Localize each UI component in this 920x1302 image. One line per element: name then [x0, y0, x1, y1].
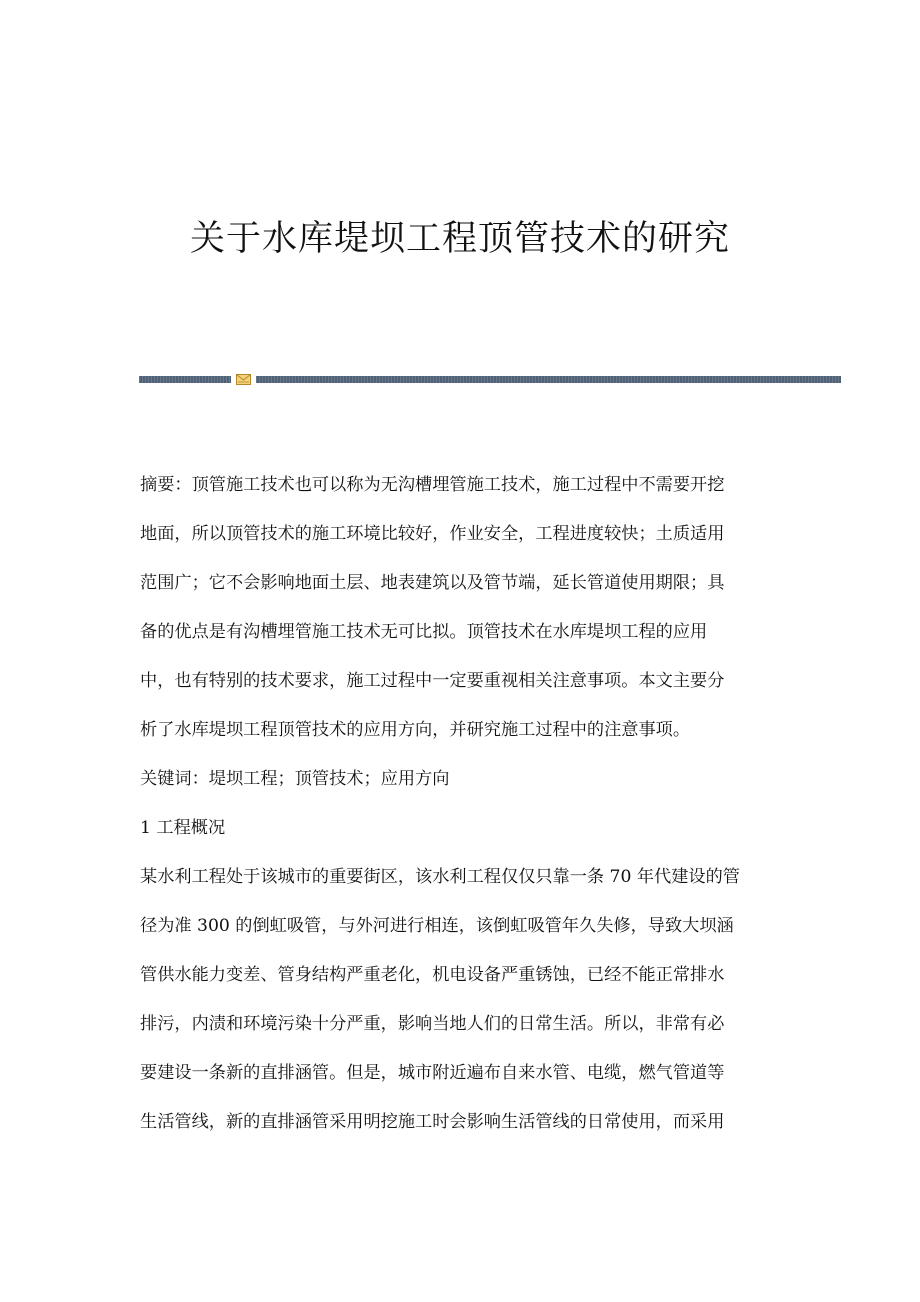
keywords: 关键词：堤坝工程；顶管技术；应用方向 — [140, 769, 450, 789]
body-line: 管供水能力变差、管身结构严重老化，机电设备严重锈蚀，已经不能正常排水 — [140, 965, 725, 985]
body-line: 某水利工程处于该城市的重要街区，该水利工程仅仅只靠一条 70 年代建设的管 — [140, 867, 740, 887]
section-heading: 1 工程概况 — [140, 818, 226, 838]
document-title: 关于水库堤坝工程顶管技术的研究 — [189, 219, 730, 259]
body-line: 排污，内渍和环境污染十分严重，影响当地人们的日常生活。所以，非常有必 — [140, 1014, 725, 1034]
abstract — [140, 461, 780, 755]
body-line: 生活管线，新的直排涵管采用明挖施工时会影响生活管线的日常使用，而采用 — [140, 1112, 725, 1132]
abstract-line: 备的优点是有沟槽埋管施工技术无可比拟。顶管技术在水库堤坝工程的应用 — [140, 622, 708, 642]
abstract-line: 地面，所以顶管技术的施工环境比较好，作业安全，工程进度较快；土质适用 — [140, 524, 725, 544]
body-line: 要建设一条新的直排涵管。但是，城市附近遍布自来水管、电缆，燃气管道等 — [140, 1063, 725, 1083]
envelope-icon — [236, 374, 251, 385]
abstract-line: 范围广；它不会影响地面土层、地表建筑以及管节端，延长管道使用期限；具 — [140, 573, 725, 593]
divider-bar-right — [256, 376, 841, 383]
divider-bar-left — [139, 376, 231, 383]
document-body — [140, 461, 780, 1147]
section-body — [140, 853, 780, 1147]
body-line: 径为准 300 的倒虹吸管，与外河进行相连，该倒虹吸管年久失修，导致大坝涵 — [140, 916, 734, 936]
abstract-line: 析了水库堤坝工程顶管技术的应用方向，并研究施工过程中的注意事项。 — [140, 720, 691, 740]
abstract-line: 中，也有特别的技术要求，施工过程中一定要重视相关注意事项。本文主要分 — [140, 671, 725, 691]
title-divider — [139, 374, 841, 384]
abstract-line: 摘要：顶管施工技术也可以称为无沟槽埋管施工技术，施工过程中不需要开挖 — [140, 475, 725, 495]
